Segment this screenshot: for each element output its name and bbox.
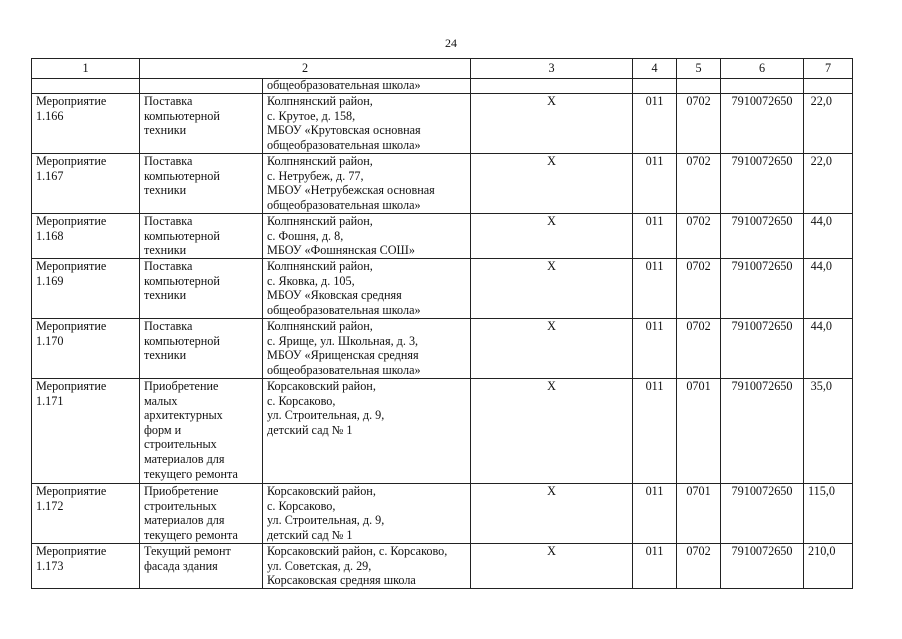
activity-id: Мероприятие 1.167: [32, 154, 140, 214]
table-row: [32, 259, 853, 319]
column-6-value: 7910072650: [721, 484, 804, 544]
column-4-value: 011: [633, 214, 677, 259]
activity-address: Колпнянский район, с. Фошня, д. 8, МБОУ «Фошнянская СОШ»: [263, 214, 471, 259]
activity-id: Мероприятие 1.168: [32, 214, 140, 259]
activity-address: Колпнянский район, с. Нетрубеж, д. 77, МБОУ «Нетрубежская основная общеобразовательная школа»: [263, 154, 471, 214]
column-6-value: 7910072650: [721, 319, 804, 379]
column-7-value: 44,0: [804, 319, 853, 379]
column-5-value: 0702: [677, 214, 721, 259]
column-3-value: Х: [471, 484, 633, 544]
continued-cell-empty: [140, 79, 263, 94]
page-number: 24: [445, 36, 457, 50]
activity-address: Корсаковский район, с. Корсаково, ул. Советская, д. 29, Корсаковская средняя школа: [263, 544, 471, 589]
continued-cell-empty: [32, 79, 140, 94]
column-7-value: 22,0: [804, 94, 853, 154]
column-6-value: 7910072650: [721, 544, 804, 589]
column-5-value: 0702: [677, 259, 721, 319]
column-7-value: 210,0: [804, 544, 853, 589]
activity-name: Поставка компьютерной техники: [140, 154, 263, 214]
column-4-value: 011: [633, 379, 677, 484]
column-3-value: Х: [471, 379, 633, 484]
column-5-value: 0702: [677, 154, 721, 214]
column-5-value: 0701: [677, 379, 721, 484]
activity-address: Корсаковский район, с. Корсаково, ул. Строительная, д. 9, детский сад № 1: [263, 484, 471, 544]
activity-address: Колпнянский район, с. Ярище, ул. Школьная, д. 3, МБОУ «Ярищенская средняя общеобразовательная школа»: [263, 319, 471, 379]
column-7-value: 44,0: [804, 259, 853, 319]
continued-cell-empty: [633, 79, 677, 94]
header-col-6: 6: [721, 59, 804, 79]
column-5-value: 0702: [677, 319, 721, 379]
column-4-value: 011: [633, 94, 677, 154]
column-7-value: 44,0: [804, 214, 853, 259]
column-4-value: 011: [633, 319, 677, 379]
table-row: [32, 484, 853, 544]
column-7-value: 22,0: [804, 154, 853, 214]
continued-cell-empty: [471, 79, 633, 94]
header-col-1: 1: [32, 59, 140, 79]
column-6-value: 7910072650: [721, 259, 804, 319]
column-6-value: 7910072650: [721, 94, 804, 154]
column-6-value: 7910072650: [721, 214, 804, 259]
activity-name: Поставка компьютерной техники: [140, 214, 263, 259]
header-col-4: 4: [633, 59, 677, 79]
header-row: [32, 59, 853, 79]
column-7-value: 35,0: [804, 379, 853, 484]
table-row: [32, 379, 853, 484]
activity-address: Корсаковский район, с. Корсаково, ул. Строительная, д. 9, детский сад № 1: [263, 379, 471, 484]
activity-id: Мероприятие 1.170: [32, 319, 140, 379]
column-6-value: 7910072650: [721, 379, 804, 484]
table-row: [32, 319, 853, 379]
column-3-value: Х: [471, 259, 633, 319]
table-row: [32, 214, 853, 259]
activity-id: Мероприятие 1.172: [32, 484, 140, 544]
column-5-value: 0702: [677, 94, 721, 154]
activity-id: Мероприятие 1.171: [32, 379, 140, 484]
activity-id: Мероприятие 1.169: [32, 259, 140, 319]
activity-id: Мероприятие 1.173: [32, 544, 140, 589]
activity-name: Поставка компьютерной техники: [140, 319, 263, 379]
table-row: [32, 94, 853, 154]
column-4-value: 011: [633, 154, 677, 214]
table-row: [32, 544, 853, 589]
column-3-value: Х: [471, 319, 633, 379]
continued-cell-empty: [677, 79, 721, 94]
column-4-value: 011: [633, 544, 677, 589]
header-col-3: 3: [471, 59, 633, 79]
column-3-value: Х: [471, 544, 633, 589]
continued-cell-empty: [721, 79, 804, 94]
continued-row: [32, 79, 853, 94]
budget-table: [31, 58, 853, 589]
table-row: [32, 154, 853, 214]
column-7-value: 115,0: [804, 484, 853, 544]
column-3-value: Х: [471, 214, 633, 259]
header-col-5: 5: [677, 59, 721, 79]
activity-name: Приобретение строительных материалов для текущего ремонта: [140, 484, 263, 544]
activity-name: Текущий ремонт фасада здания: [140, 544, 263, 589]
activity-id: Мероприятие 1.166: [32, 94, 140, 154]
continued-cell-empty: [804, 79, 853, 94]
activity-name: Поставка компьютерной техники: [140, 94, 263, 154]
activity-name: Приобретение малых архитектурных форм и строительных материалов для текущего ремонта: [140, 379, 263, 484]
column-3-value: Х: [471, 94, 633, 154]
column-5-value: 0702: [677, 544, 721, 589]
activity-address: Колпнянский район, с. Яковка, д. 105, МБОУ «Яковская средняя общеобразовательная школа»: [263, 259, 471, 319]
column-3-value: Х: [471, 154, 633, 214]
column-4-value: 011: [633, 484, 677, 544]
activity-name: Поставка компьютерной техники: [140, 259, 263, 319]
column-5-value: 0701: [677, 484, 721, 544]
column-6-value: 7910072650: [721, 154, 804, 214]
continued-address: общеобразовательная школа»: [263, 79, 471, 94]
column-4-value: 011: [633, 259, 677, 319]
header-col-7: 7: [804, 59, 853, 79]
header-col-2: 2: [140, 59, 471, 79]
activity-address: Колпнянский район, с. Крутое, д. 158, МБОУ «Крутовская основная общеобразовательная школа»: [263, 94, 471, 154]
